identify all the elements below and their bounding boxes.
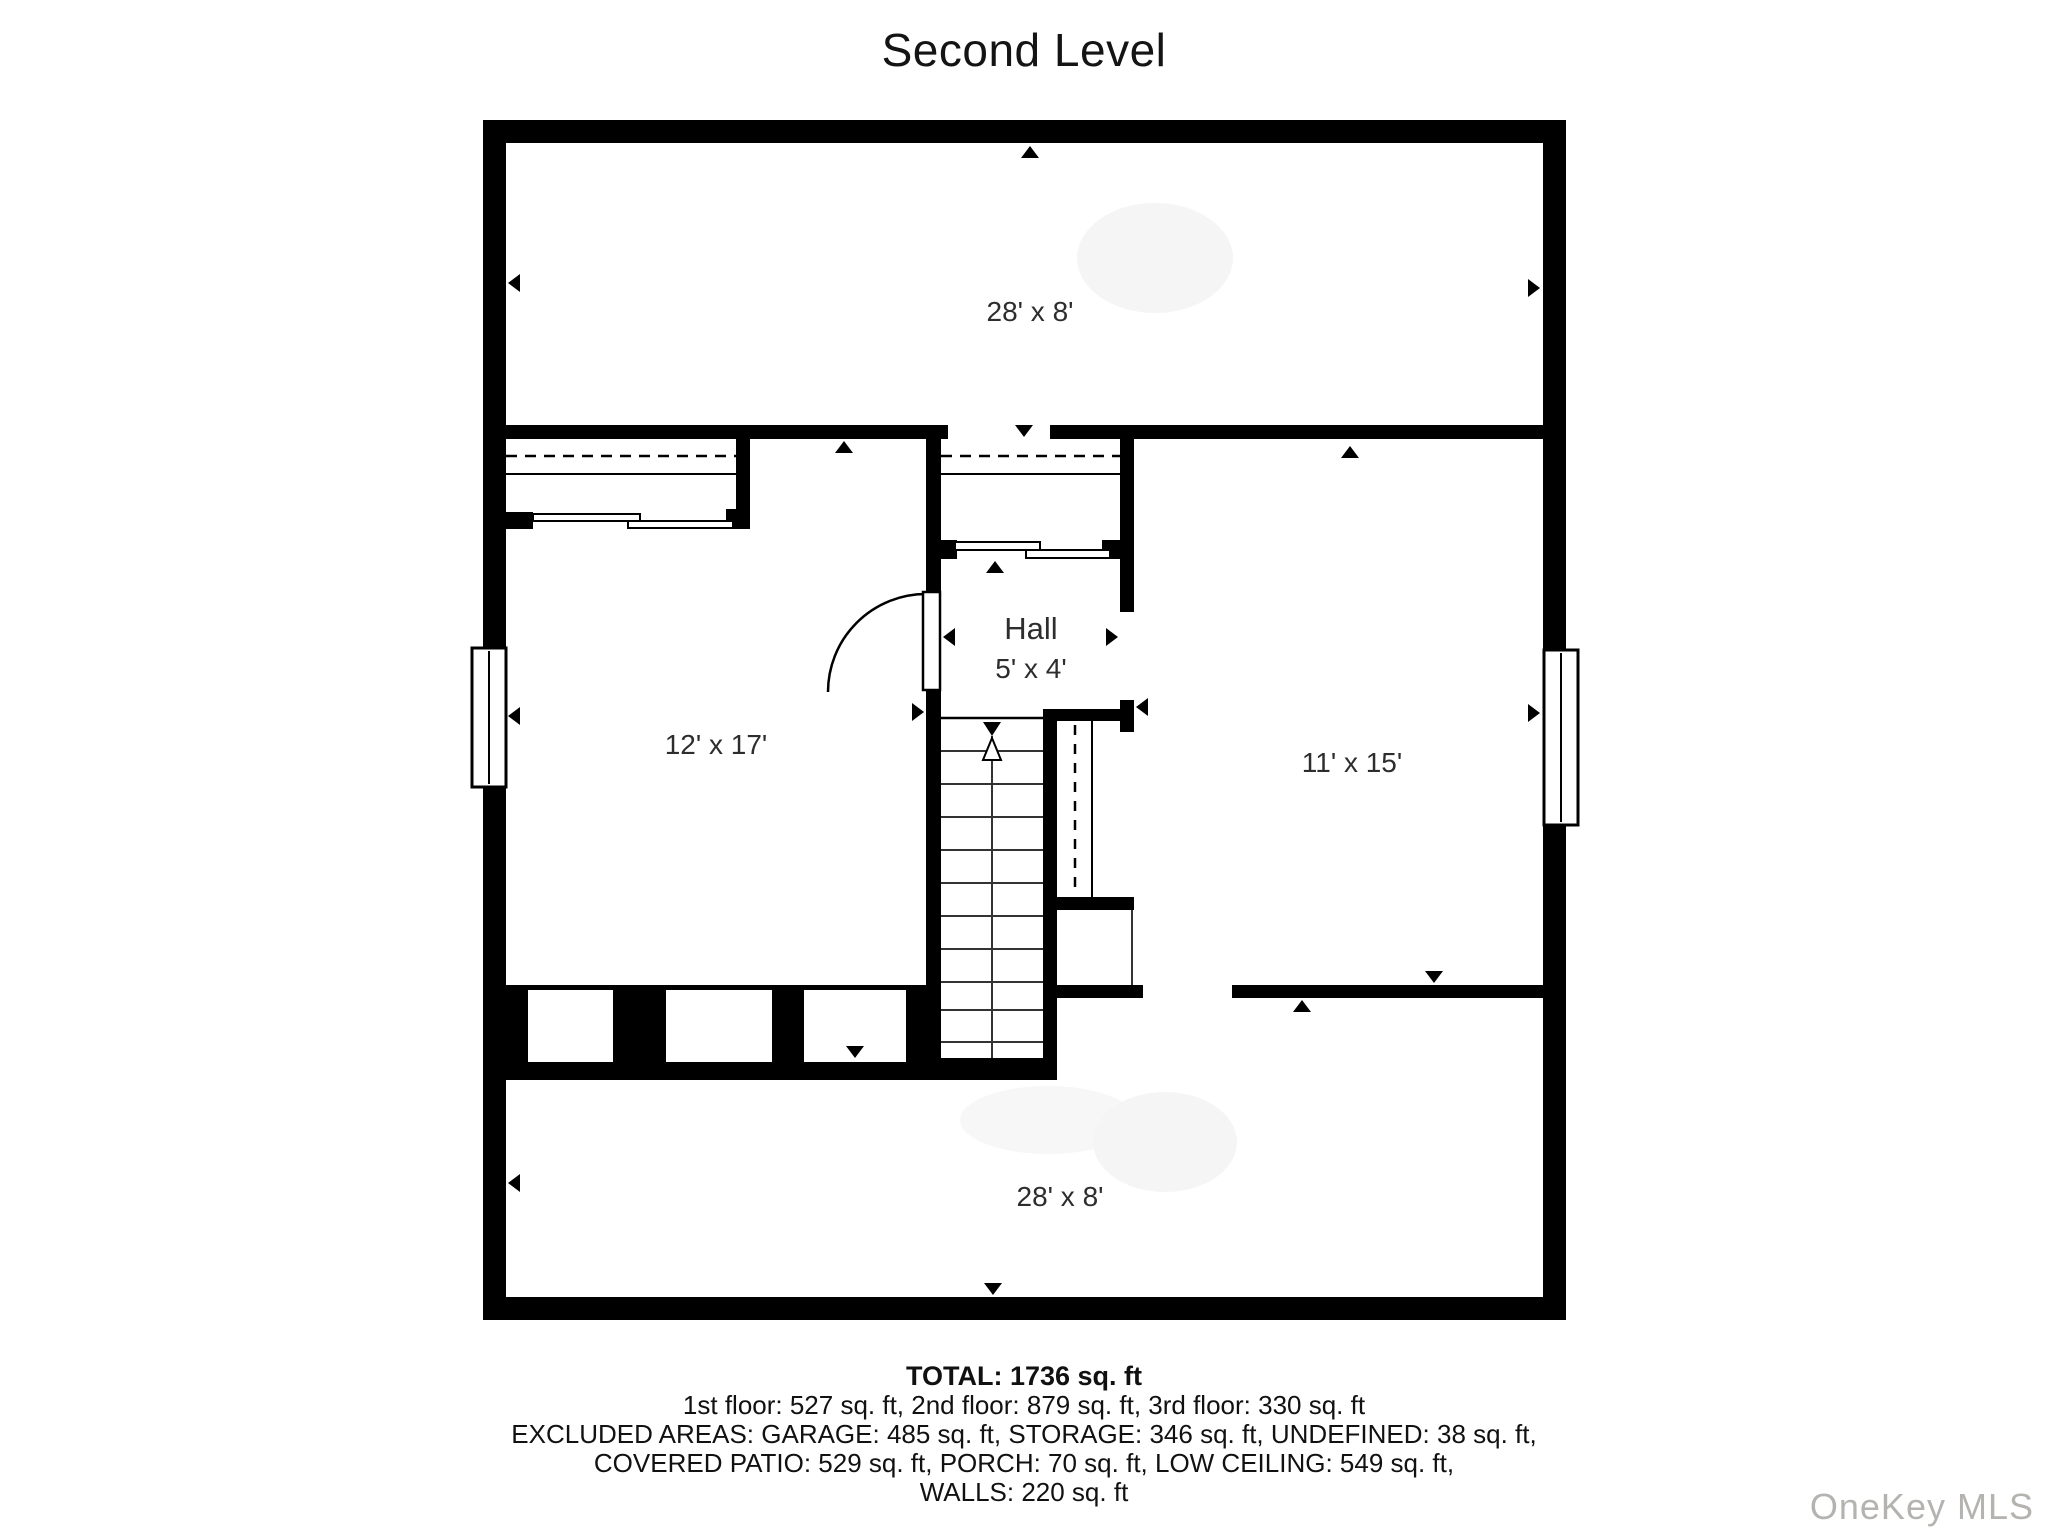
right-room-label: 11' x 15' (1301, 747, 1403, 778)
summary-walls: WALLS: 220 sq. ft (919, 1477, 1129, 1507)
hall-left-wall (926, 425, 941, 1080)
onekey-mls-watermark: OneKey MLS (1809, 1486, 2034, 1527)
window-left (472, 648, 506, 787)
stair-shaft (1055, 721, 1134, 985)
hall-name-label: Hall (1004, 611, 1058, 646)
window-right (1544, 650, 1578, 825)
summary-floors: 1st floor: 527 sq. ft, 2nd floor: 879 sq. ft, 3rd floor: 330 sq. ft (682, 1390, 1366, 1420)
stair-direction-arrow (983, 722, 1001, 760)
page-title: Second Level (881, 24, 1167, 76)
left-room-label: 12' x 17' (664, 729, 768, 760)
top-room-label: 28' x 8' (986, 296, 1074, 327)
bottom-closets (506, 985, 1057, 1080)
top-room-bottom-wall (483, 425, 1543, 439)
staircase (941, 709, 1134, 1080)
watermark-ghosts (960, 203, 1237, 1192)
hall-dims-label: 5' x 4' (995, 653, 1067, 684)
bottom-room-label: 28' x 8' (1016, 1181, 1104, 1212)
summary-excluded-2: COVERED PATIO: 529 sq. ft, PORCH: 70 sq. ft, LOW CEILING: 549 sq. ft, (593, 1448, 1455, 1478)
right-room-bottom-wall (1050, 985, 1548, 998)
door-left-room (828, 592, 940, 692)
hall-closet (941, 425, 1134, 612)
left-room-closet (506, 425, 750, 529)
summary-excluded-1: EXCLUDED AREAS: GARAGE: 485 sq. ft, STORAGE: 346 sq. ft, UNDEFINED: 38 sq. ft, (511, 1419, 1537, 1449)
area-summary (0, 1362, 2048, 1507)
summary-total: TOTAL: 1736 sq. ft (905, 1361, 1143, 1391)
sliding-door-left-closet (533, 514, 733, 528)
sliding-door-hall-closet (955, 542, 1110, 558)
